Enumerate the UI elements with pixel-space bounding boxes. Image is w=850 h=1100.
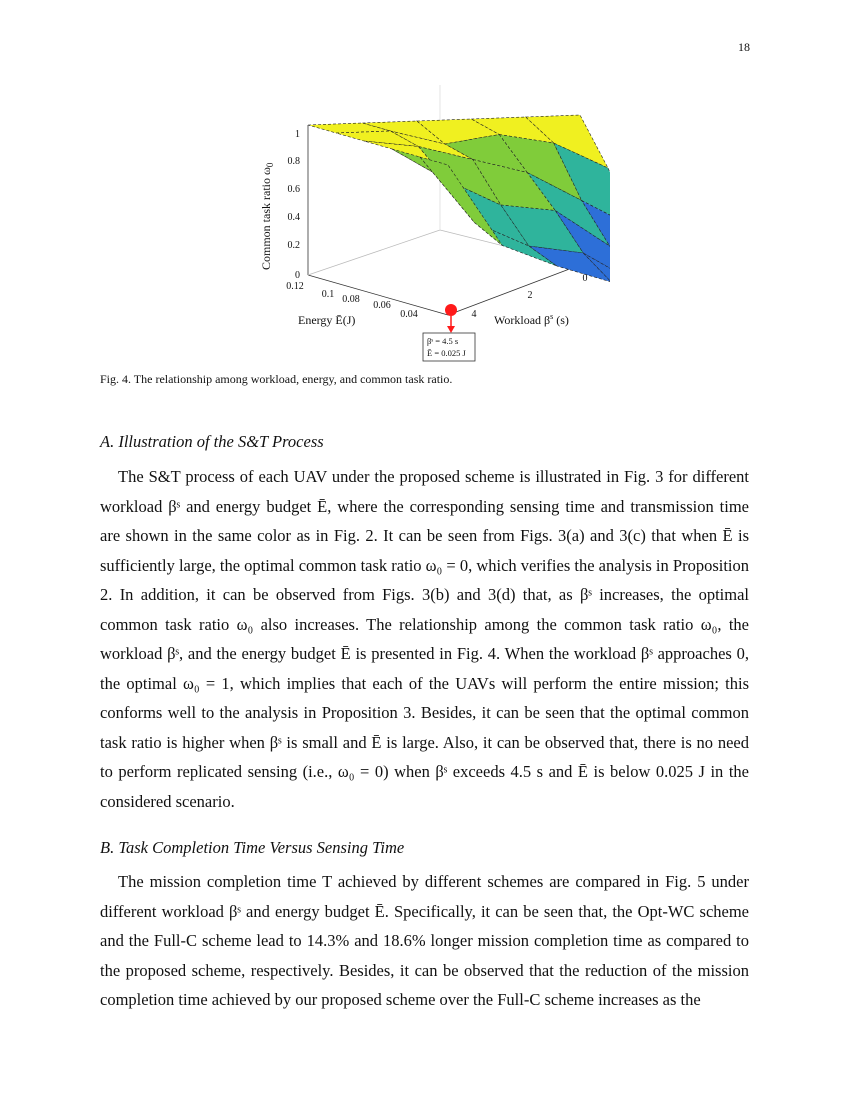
x-axis-label: Workload $\beta^s$ (s) [494, 312, 569, 327]
x-tick-label: 4 [471, 309, 477, 320]
paragraph-a: The S&T process of each UAV under the proposed scheme is illustrated in Fig. 3 for different workload βˢ and energy budget Ē, where the corresponding sensing time and transmission time are shown in the same color as in Fig. 2. It can be seen from Figs. 3(a) and 3(c) that when Ē is sufficiently large, the optimal common task ratio ω₀ = 0, which verifies the analysis in Proposition 2. In addition, it can be observed from Figs. 3(b) and 3(d) that, as βˢ increases, the optimal common task ratio ω₀ also increases. The relationship among the common task ratio ω₀, the workload βˢ, and the energy budget Ē is presented in Fig. 4. When the workload βˢ approaches 0, the optimal ω₀ = 1, which implies that each of the UAVs will perform the entire mission; this conforms well to the analysis in Proposition 3. Besides, it can be seen that the optimal common task ratio is higher when βˢ is small and Ē is large. Also, it can be observed that, there is no need to perform replicated sensing (i.e., ω₀ = 0) when βˢ exceeds 4.5 s and Ē is below 0.025 J in the considered scenario. [100, 467, 749, 811]
section-heading-b: B. Task Completion Time Versus Sensing Time [100, 838, 405, 857]
z-tick-label: 1 [295, 129, 300, 140]
y-axis-label: Energy Ē(J) [298, 313, 356, 327]
figure-4 [250, 85, 610, 365]
z-tick-label: 0 [295, 270, 300, 281]
z-ticks [288, 129, 301, 281]
surface-plot [250, 85, 610, 365]
figure-caption: Fig. 4. The relationship among workload, energy, and common task ratio. [100, 372, 453, 386]
x-tick-label: 0 [582, 273, 588, 284]
marker-arrowhead [447, 326, 455, 333]
z-tick-label: 0.6 [287, 184, 300, 195]
x-tick-label: 2 [527, 290, 533, 301]
y-tick-label: 0.1 [321, 289, 335, 300]
z-tick-label: 0.2 [287, 240, 300, 251]
paragraph-b: The mission completion time T achieved by different schemes are compared in Fig. 5 under different workload βˢ and energy budget Ē. Specifically, it can be seen that, the Opt-WC scheme and the Full-C scheme lead to 14.3% and 18.6% longer mission completion time as compared to the proposed scheme, respectively. Besides, it can be observed that the reduction of the mission completion time achieved by our proposed scheme over the Full-C scheme increases as the [100, 872, 749, 1009]
y-tick-label: 0.04 [400, 309, 418, 320]
page-number: 18 [738, 40, 750, 54]
y-tick-label: 0.12 [286, 281, 304, 292]
section-heading-a: A. Illustration of the S&T Process [100, 432, 324, 451]
surface-faces [308, 115, 610, 305]
z-tick-label: 0.8 [287, 156, 300, 167]
z-axis-label: Common task ratio $\omega_0$ [259, 162, 275, 270]
annotation-line2: Ē = 0.025 J [427, 348, 466, 358]
z-tick-label: 0.4 [287, 212, 300, 223]
annotation-line1: βˢ = 4.5 s [427, 336, 459, 346]
y-tick-label: 0.08 [342, 294, 360, 305]
y-tick-label: 0.06 [373, 300, 391, 311]
threshold-marker [445, 304, 457, 316]
